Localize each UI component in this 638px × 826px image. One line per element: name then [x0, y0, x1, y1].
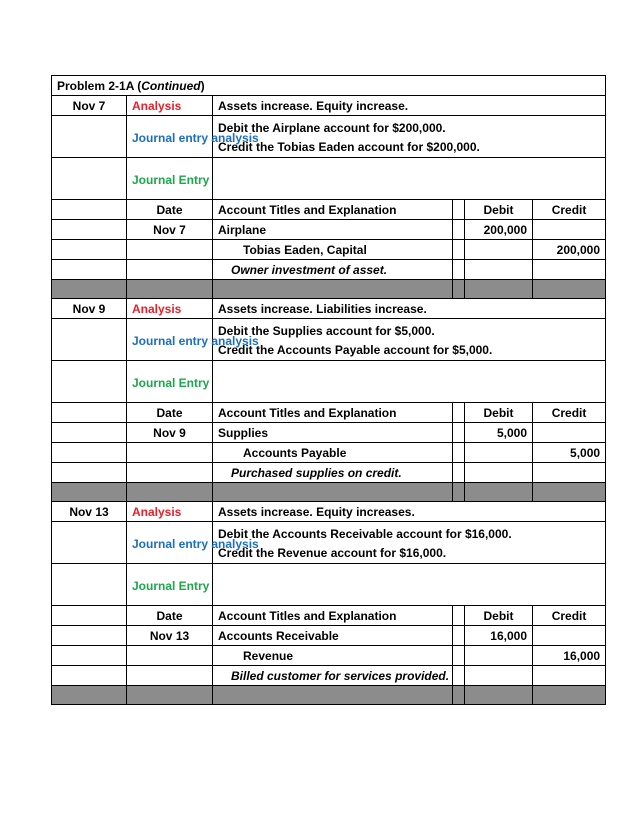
empty-cell [52, 116, 127, 158]
journal-entry-analysis-label: Journal entry analysis [127, 319, 213, 361]
credit-instruction: Credit the Revenue account for $16,000. [218, 546, 447, 560]
empty-cell [533, 423, 606, 443]
separator-cell [453, 483, 465, 502]
credit-account: Accounts Payable [213, 443, 453, 463]
empty-cell [127, 646, 213, 666]
analysis-row [52, 96, 606, 116]
debit-header: Debit [465, 200, 533, 220]
separator-cell [465, 280, 533, 299]
separator-cell [52, 483, 127, 502]
empty-cell [52, 666, 127, 686]
empty-cell [533, 220, 606, 240]
empty-cell [52, 463, 127, 483]
journal-entry-analysis-text [213, 116, 606, 158]
empty-cell [213, 361, 606, 403]
entry-date: Nov 9 [127, 423, 213, 443]
empty-cell [127, 443, 213, 463]
credit-header: Credit [533, 403, 606, 423]
ref-cell [453, 606, 465, 626]
empty-cell [52, 564, 127, 606]
date-header: Date [127, 403, 213, 423]
entry-explanation: Owner investment of asset. [213, 260, 453, 280]
debit-instruction: Debit the Airplane account for $200,000. [218, 121, 446, 135]
explanation-row [52, 260, 606, 280]
credit-entry-row [52, 646, 606, 666]
journal-entry-label: Journal Entry [127, 158, 213, 200]
empty-cell [127, 666, 213, 686]
credit-account: Tobias Eaden, Capital [213, 240, 453, 260]
ref-cell [453, 200, 465, 220]
ref-cell [453, 403, 465, 423]
date-header: Date [127, 200, 213, 220]
ref-cell [453, 240, 465, 260]
empty-cell [52, 260, 127, 280]
journal-entry-label: Journal Entry [127, 361, 213, 403]
empty-cell [52, 403, 127, 423]
empty-cell [52, 220, 127, 240]
empty-cell [52, 319, 127, 361]
explanation-row [52, 666, 606, 686]
credit-instruction: Credit the Accounts Payable account for $5,000. [218, 343, 493, 357]
empty-cell [52, 423, 127, 443]
separator-cell [465, 686, 533, 705]
credit-header: Credit [533, 606, 606, 626]
ref-cell [453, 666, 465, 686]
credit-entry-row [52, 240, 606, 260]
analysis-label: Analysis [127, 96, 213, 116]
debit-account: Accounts Receivable [213, 626, 453, 646]
analysis-row [52, 502, 606, 522]
journal-entry-analysis-row [52, 522, 606, 564]
empty-cell [52, 646, 127, 666]
empty-cell [213, 158, 606, 200]
debit-amount: 5,000 [465, 423, 533, 443]
column-header-row [52, 606, 606, 626]
separator-cell [533, 686, 606, 705]
empty-cell [465, 666, 533, 686]
debit-amount: 200,000 [465, 220, 533, 240]
analysis-label: Analysis [127, 502, 213, 522]
separator-row [52, 280, 606, 299]
credit-instruction: Credit the Tobias Eaden account for $200,000. [218, 140, 480, 154]
debit-account: Supplies [213, 423, 453, 443]
ref-cell [453, 443, 465, 463]
empty-cell [533, 260, 606, 280]
empty-cell [213, 564, 606, 606]
empty-cell [52, 361, 127, 403]
column-header-row [52, 403, 606, 423]
empty-cell [52, 200, 127, 220]
empty-cell [52, 626, 127, 646]
separator-cell [213, 686, 453, 705]
separator-cell [127, 280, 213, 299]
explanation-row [52, 463, 606, 483]
separator-cell [533, 483, 606, 502]
title-row [52, 76, 606, 96]
journal-entry-row [52, 564, 606, 606]
separator-cell [213, 280, 453, 299]
empty-cell [52, 240, 127, 260]
empty-cell [533, 463, 606, 483]
empty-cell [533, 626, 606, 646]
empty-cell [52, 443, 127, 463]
analysis-row [52, 299, 606, 319]
debit-entry-row [52, 626, 606, 646]
ref-cell [453, 463, 465, 483]
empty-cell [465, 443, 533, 463]
separator-cell [127, 686, 213, 705]
empty-cell [465, 260, 533, 280]
separator-cell [465, 483, 533, 502]
empty-cell [52, 606, 127, 626]
credit-amount: 200,000 [533, 240, 606, 260]
analysis-text: Assets increase. Equity increase. [213, 96, 606, 116]
journal-entry-label: Journal Entry [127, 564, 213, 606]
account-header: Account Titles and Explanation [213, 403, 453, 423]
empty-cell [465, 646, 533, 666]
transaction-date: Nov 9 [52, 299, 127, 319]
separator-cell [52, 280, 127, 299]
journal-entry-row [52, 158, 606, 200]
credit-header: Credit [533, 200, 606, 220]
debit-instruction: Debit the Accounts Receivable account for $16,000. [218, 527, 512, 541]
separator-cell [533, 280, 606, 299]
empty-cell [127, 260, 213, 280]
ref-cell [453, 260, 465, 280]
journal-entry-analysis-label: Journal entry analysis [127, 522, 213, 564]
ref-cell [453, 423, 465, 443]
separator-cell [213, 483, 453, 502]
entry-date: Nov 7 [127, 220, 213, 240]
analysis-text: Assets increase. Liabilities increase. [213, 299, 606, 319]
empty-cell [127, 463, 213, 483]
empty-cell [465, 240, 533, 260]
empty-cell [533, 666, 606, 686]
credit-amount: 5,000 [533, 443, 606, 463]
credit-entry-row [52, 443, 606, 463]
debit-instruction: Debit the Supplies account for $5,000. [218, 324, 435, 338]
journal-entry-row [52, 361, 606, 403]
separator-row [52, 483, 606, 502]
separator-cell [453, 280, 465, 299]
separator-cell [453, 686, 465, 705]
credit-amount: 16,000 [533, 646, 606, 666]
entry-date: Nov 13 [127, 626, 213, 646]
separator-cell [52, 686, 127, 705]
date-header: Date [127, 606, 213, 626]
debit-header: Debit [465, 606, 533, 626]
ref-cell [453, 220, 465, 240]
credit-account: Revenue [213, 646, 453, 666]
debit-entry-row [52, 423, 606, 443]
account-header: Account Titles and Explanation [213, 606, 453, 626]
empty-cell [52, 158, 127, 200]
analysis-text: Assets increase. Equity increases. [213, 502, 606, 522]
journal-table [51, 75, 606, 705]
journal-entry-analysis-row [52, 116, 606, 158]
ref-cell [453, 646, 465, 666]
empty-cell [52, 522, 127, 564]
separator-row [52, 686, 606, 705]
separator-cell [127, 483, 213, 502]
journal-entry-analysis-label: Journal entry analysis [127, 116, 213, 158]
problem-title: Problem 2-1A (Continued) [52, 76, 606, 96]
entry-explanation: Billed customer for services provided. [213, 666, 453, 686]
analysis-label: Analysis [127, 299, 213, 319]
empty-cell [127, 240, 213, 260]
debit-header: Debit [465, 403, 533, 423]
entry-explanation: Purchased supplies on credit. [213, 463, 453, 483]
journal-entry-analysis-text [213, 522, 606, 564]
journal-entry-analysis-row [52, 319, 606, 361]
empty-cell [465, 463, 533, 483]
ref-cell [453, 626, 465, 646]
debit-account: Airplane [213, 220, 453, 240]
debit-entry-row [52, 220, 606, 240]
transaction-date: Nov 13 [52, 502, 127, 522]
worksheet [51, 75, 606, 705]
debit-amount: 16,000 [465, 626, 533, 646]
journal-entry-analysis-text [213, 319, 606, 361]
account-header: Account Titles and Explanation [213, 200, 453, 220]
transaction-date: Nov 7 [52, 96, 127, 116]
column-header-row [52, 200, 606, 220]
